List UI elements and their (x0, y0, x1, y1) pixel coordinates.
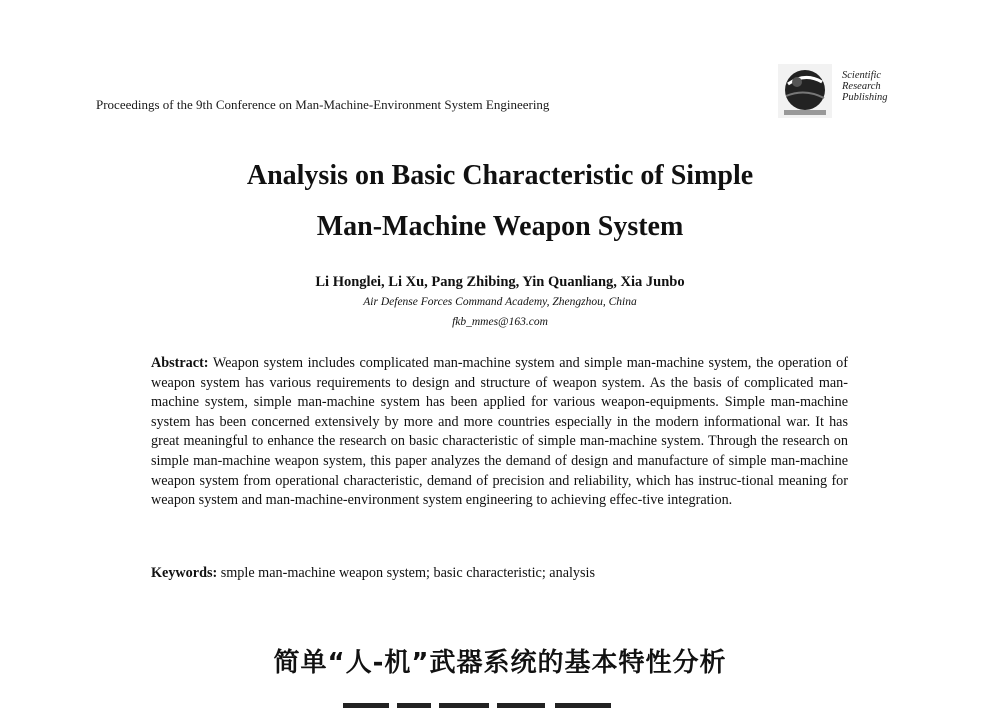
abstract-paragraph (151, 354, 848, 511)
abstract-label: Abstract: (151, 355, 209, 371)
chinese-title: 简单“人-机”武器系统的基本特性分析 (273, 648, 727, 678)
keywords-label: Keywords: (151, 565, 218, 581)
publisher-line-3: Publishing (842, 92, 888, 103)
keywords-line (151, 565, 848, 582)
publisher-name (842, 70, 888, 103)
author-email: fkb_mmes@163.com (452, 316, 548, 328)
keywords-text: smple man-machine weapon system; basic characteristic; analysis (220, 565, 596, 581)
publisher-line-2: Research (842, 81, 881, 92)
publisher-line-1: Scientific (842, 70, 882, 81)
proceedings-header: Proceedings of the 9th Conference on Man-Machine-Environment System Engineering (96, 97, 550, 112)
paper-title-line-1: Analysis on Basic Characteristic of Simple (246, 160, 754, 191)
chinese-authors-cropped (343, 700, 653, 708)
author-affiliation: Air Defense Forces Command Academy, Zhengzhou, China (363, 296, 637, 308)
publisher-logo (774, 62, 904, 122)
paper-title-line-2: Man-Machine Weapon System (316, 211, 684, 242)
cropped-text-shapes (343, 700, 653, 708)
srp-globe-logo-icon (778, 64, 832, 118)
author-list: Li Honglei, Li Xu, Pang Zhibing, Yin Quanliang, Xia Junbo (315, 274, 685, 290)
abstract-text: Weapon system includes complicated man-machine system and simple man-machine system, the operation of weapon system has various requirements to design and structure of weapon system. As the basis of complicated man-machine system, simple man-machine system has been applied for various weapon-equipments. Simple man-machine system has been concerned extensively by more and more countries especially in the modern informational war. It has great meaningful to enhance the research on basic characteristic of simple man-machine system. Through the research on simple man-machine weapon system, this paper analyzes the demand of design and manufacture of simple man-machine weapon system from operational characteristic, demand of precision and reliability, which has instruc-tional meaning for weapon system and man-machine-environment system engineering to achieving effec-tive integration. (151, 355, 848, 509)
